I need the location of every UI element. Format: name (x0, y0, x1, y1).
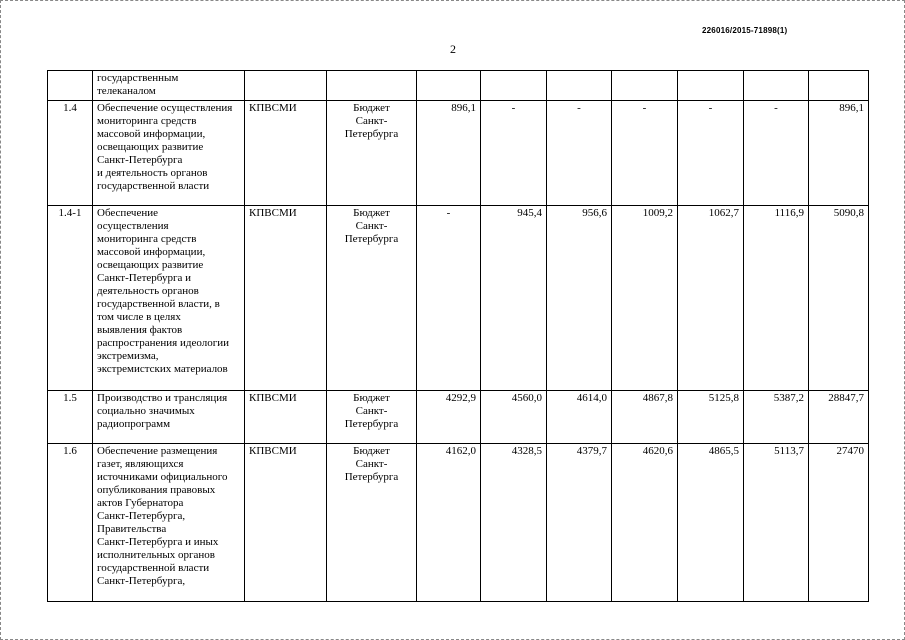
year-value-cell: 1116,9 (744, 206, 809, 391)
funding-source-cell: Бюджет Санкт- Петербурга (327, 101, 417, 206)
year-value-cell: 945,4 (481, 206, 547, 391)
table-row (48, 206, 869, 391)
year-value-cell: 4865,5 (678, 444, 744, 602)
year-value-cell: - (678, 101, 744, 206)
year-value-cell (744, 71, 809, 101)
year-value-cell (547, 71, 612, 101)
funding-source-cell: Бюджет Санкт- Петербурга (327, 391, 417, 444)
year-value-cell: 5387,2 (744, 391, 809, 444)
year-value-cell: 896,1 (417, 101, 481, 206)
year-value-cell: 4292,9 (417, 391, 481, 444)
row-number-cell: 1.4 (48, 101, 93, 206)
executor-cell (245, 71, 327, 101)
activity-name-cell: Обеспечение осуществления мониторинга средств массовой информации, освещающих развитие Санкт-Петербурга и деятельность органов государственной власти, в том числе в целях выявления фактов распространения идеологии экстремизма, экстремистских материалов (93, 206, 245, 391)
year-value-cell: 1009,2 (612, 206, 678, 391)
year-value-cell: 1062,7 (678, 206, 744, 391)
total-value-cell: 896,1 (809, 101, 869, 206)
program-table (47, 70, 869, 602)
year-value-cell: - (417, 206, 481, 391)
total-value-cell: 5090,8 (809, 206, 869, 391)
year-value-cell: 4620,6 (612, 444, 678, 602)
year-value-cell: 4379,7 (547, 444, 612, 602)
page-number: 2 (450, 42, 456, 56)
activity-name-cell: Производство и трансляция социально значимых радиопрограмм (93, 391, 245, 444)
year-value-cell (612, 71, 678, 101)
year-value-cell: 4328,5 (481, 444, 547, 602)
total-value-cell: 27470 (809, 444, 869, 602)
year-value-cell (481, 71, 547, 101)
activity-name-cell: Обеспечение осуществления мониторинга средств массовой информации, освещающих развитие Санкт-Петербурга и деятельность органов государственной власти (93, 101, 245, 206)
document-id: 226016/2015-71898(1) (702, 26, 788, 35)
row-number-cell: 1.5 (48, 391, 93, 444)
total-value-cell (809, 71, 869, 101)
row-number-cell: 1.4-1 (48, 206, 93, 391)
table-row (48, 71, 869, 101)
funding-source-cell: Бюджет Санкт- Петербурга (327, 444, 417, 602)
year-value-cell: 4867,8 (612, 391, 678, 444)
row-number-cell (48, 71, 93, 101)
executor-cell: КПВСМИ (245, 391, 327, 444)
activity-name-cell: государственным телеканалом (93, 71, 245, 101)
year-value-cell: - (481, 101, 547, 206)
table-row (48, 391, 869, 444)
year-value-cell: - (547, 101, 612, 206)
year-value-cell: 4162,0 (417, 444, 481, 602)
executor-cell: КПВСМИ (245, 444, 327, 602)
year-value-cell: 5125,8 (678, 391, 744, 444)
table-row (48, 444, 869, 602)
year-value-cell (678, 71, 744, 101)
year-value-cell: 4614,0 (547, 391, 612, 444)
year-value-cell (417, 71, 481, 101)
row-number-cell: 1.6 (48, 444, 93, 602)
year-value-cell: - (744, 101, 809, 206)
year-value-cell: 956,6 (547, 206, 612, 391)
year-value-cell: - (612, 101, 678, 206)
funding-source-cell (327, 71, 417, 101)
year-value-cell: 4560,0 (481, 391, 547, 444)
year-value-cell: 5113,7 (744, 444, 809, 602)
table-row (48, 101, 869, 206)
funding-source-cell: Бюджет Санкт- Петербурга (327, 206, 417, 391)
executor-cell: КПВСМИ (245, 101, 327, 206)
total-value-cell: 28847,7 (809, 391, 869, 444)
activity-name-cell: Обеспечение размещения газет, являющихся источниками официального опубликования правовых актов Губернатора Санкт-Петербурга, Правительства Санкт-Петербурга и иных исполнительных органов государственной власти Санкт-Петербурга, (93, 444, 245, 602)
executor-cell: КПВСМИ (245, 206, 327, 391)
